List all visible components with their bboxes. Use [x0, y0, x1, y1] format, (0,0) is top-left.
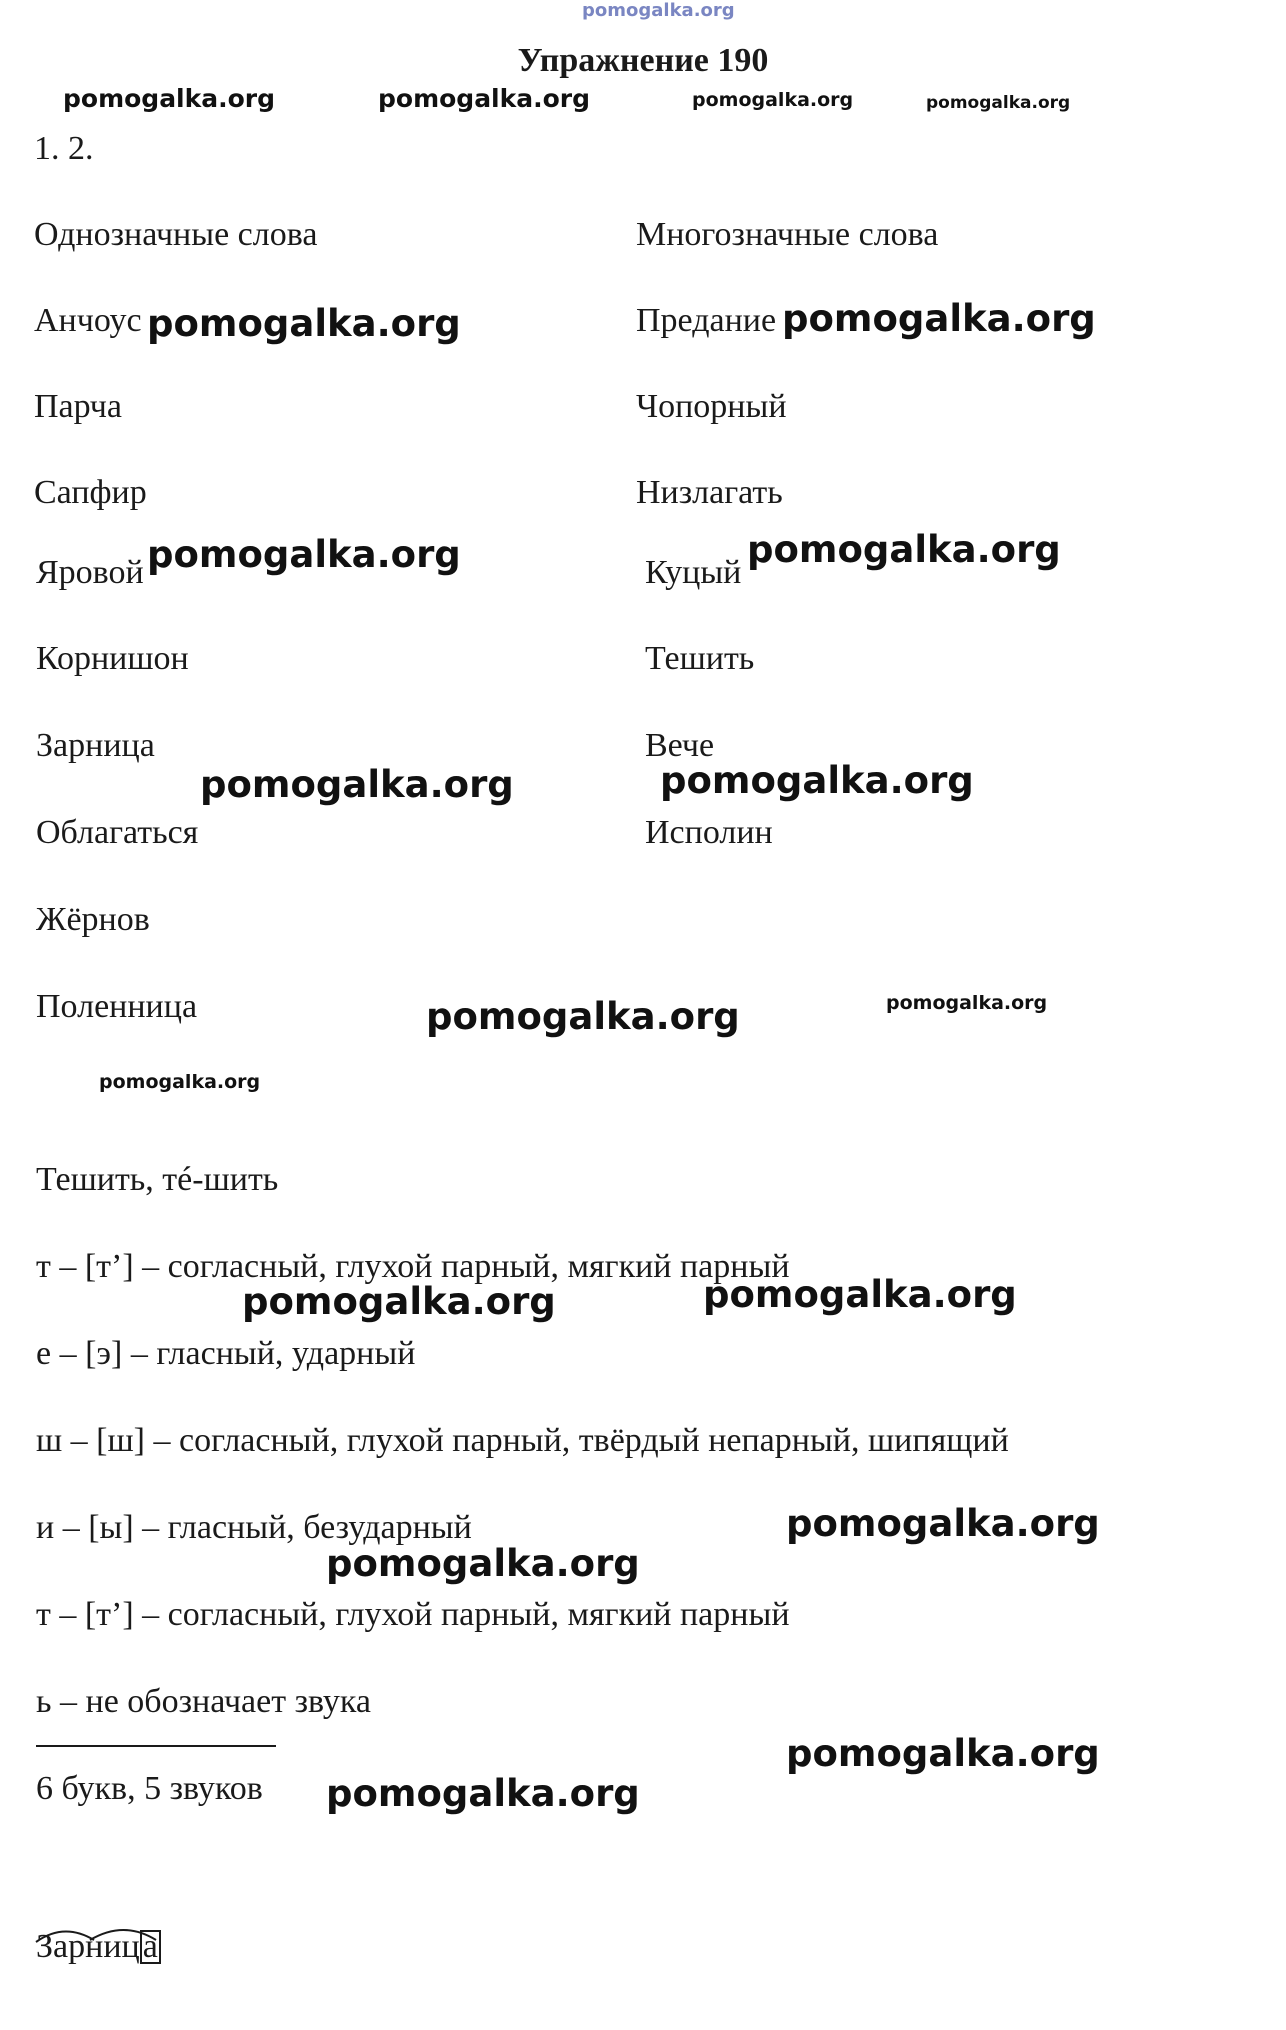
watermark: pomogalka.org: [926, 93, 1071, 113]
page-title: Упражнение 190: [517, 42, 769, 79]
header-single-meaning: Однозначные слова: [34, 216, 318, 253]
watermark: pomogalka.org: [99, 1071, 261, 1093]
left-word: Анчоус: [34, 302, 142, 339]
analysis-line: ш – [ш] – согласный, глухой парный, твёрдый непарный, шипящий: [36, 1422, 1009, 1459]
analysis-summary: 6 букв, 5 звуков: [36, 1770, 263, 1807]
analysis-line: т – [т’] – согласный, глухой парный, мягкий парный: [36, 1596, 790, 1633]
watermark: pomogalka.org: [378, 84, 591, 113]
right-word: Вече: [645, 727, 715, 764]
right-word: Низлагать: [636, 474, 783, 511]
watermark: pomogalka.org: [147, 302, 461, 345]
watermark: pomogalka.org: [786, 1732, 1100, 1775]
right-word: Куцый: [645, 554, 742, 591]
right-word: Исполин: [645, 814, 773, 851]
analysis-line: т – [т’] – согласный, глухой парный, мягкий парный: [36, 1248, 790, 1285]
analysis-line: е – [э] – гласный, ударный: [36, 1335, 416, 1372]
header-multi-meaning: Многозначные слова: [636, 216, 939, 253]
numbering: 1. 2.: [34, 130, 94, 167]
watermark: pomogalka.org: [200, 763, 514, 806]
watermark: pomogalka.org: [326, 1772, 640, 1815]
morpheme-parse: [36, 1930, 161, 1964]
watermark: pomogalka.org: [63, 84, 276, 113]
right-word: Тешить: [645, 640, 755, 677]
left-word: Парча: [34, 388, 122, 425]
analysis-line: ь – не обозначает звука: [36, 1683, 372, 1720]
left-word: Зарница: [36, 727, 155, 764]
morpheme-stem: Зарниц: [36, 1928, 140, 1965]
watermark: pomogalka.org: [660, 759, 974, 802]
right-word: Чопорный: [636, 388, 787, 425]
watermark: pomogalka.org: [692, 89, 854, 111]
watermark: pomogalka.org: [886, 992, 1048, 1014]
summary-divider: [36, 1745, 276, 1747]
analysis-word: Тешить, тé-шить: [36, 1161, 279, 1198]
watermark: pomogalka.org: [703, 1273, 1017, 1316]
analysis-line: и – [ы] – гласный, безударный: [36, 1509, 472, 1546]
left-word: Корнишон: [36, 640, 189, 677]
watermark: pomogalka.org: [426, 995, 740, 1038]
left-word: Облагаться: [36, 814, 199, 851]
left-word: Поленница: [36, 988, 198, 1025]
left-word: Жёрнов: [36, 901, 150, 938]
watermark: pomogalka.org: [747, 528, 1061, 571]
morpheme-ending: а: [140, 1930, 161, 1964]
watermark: pomogalka.org: [782, 297, 1096, 340]
watermark: pomogalka.org: [326, 1542, 640, 1585]
watermark: pomogalka.org: [242, 1280, 556, 1323]
watermark: pomogalka.org: [786, 1502, 1100, 1545]
watermark-top: pomogalka.org: [582, 0, 735, 21]
left-word: Яровой: [36, 554, 144, 591]
right-word: Предание: [636, 302, 777, 339]
watermark: pomogalka.org: [147, 533, 461, 576]
left-word: Сапфир: [34, 474, 147, 511]
